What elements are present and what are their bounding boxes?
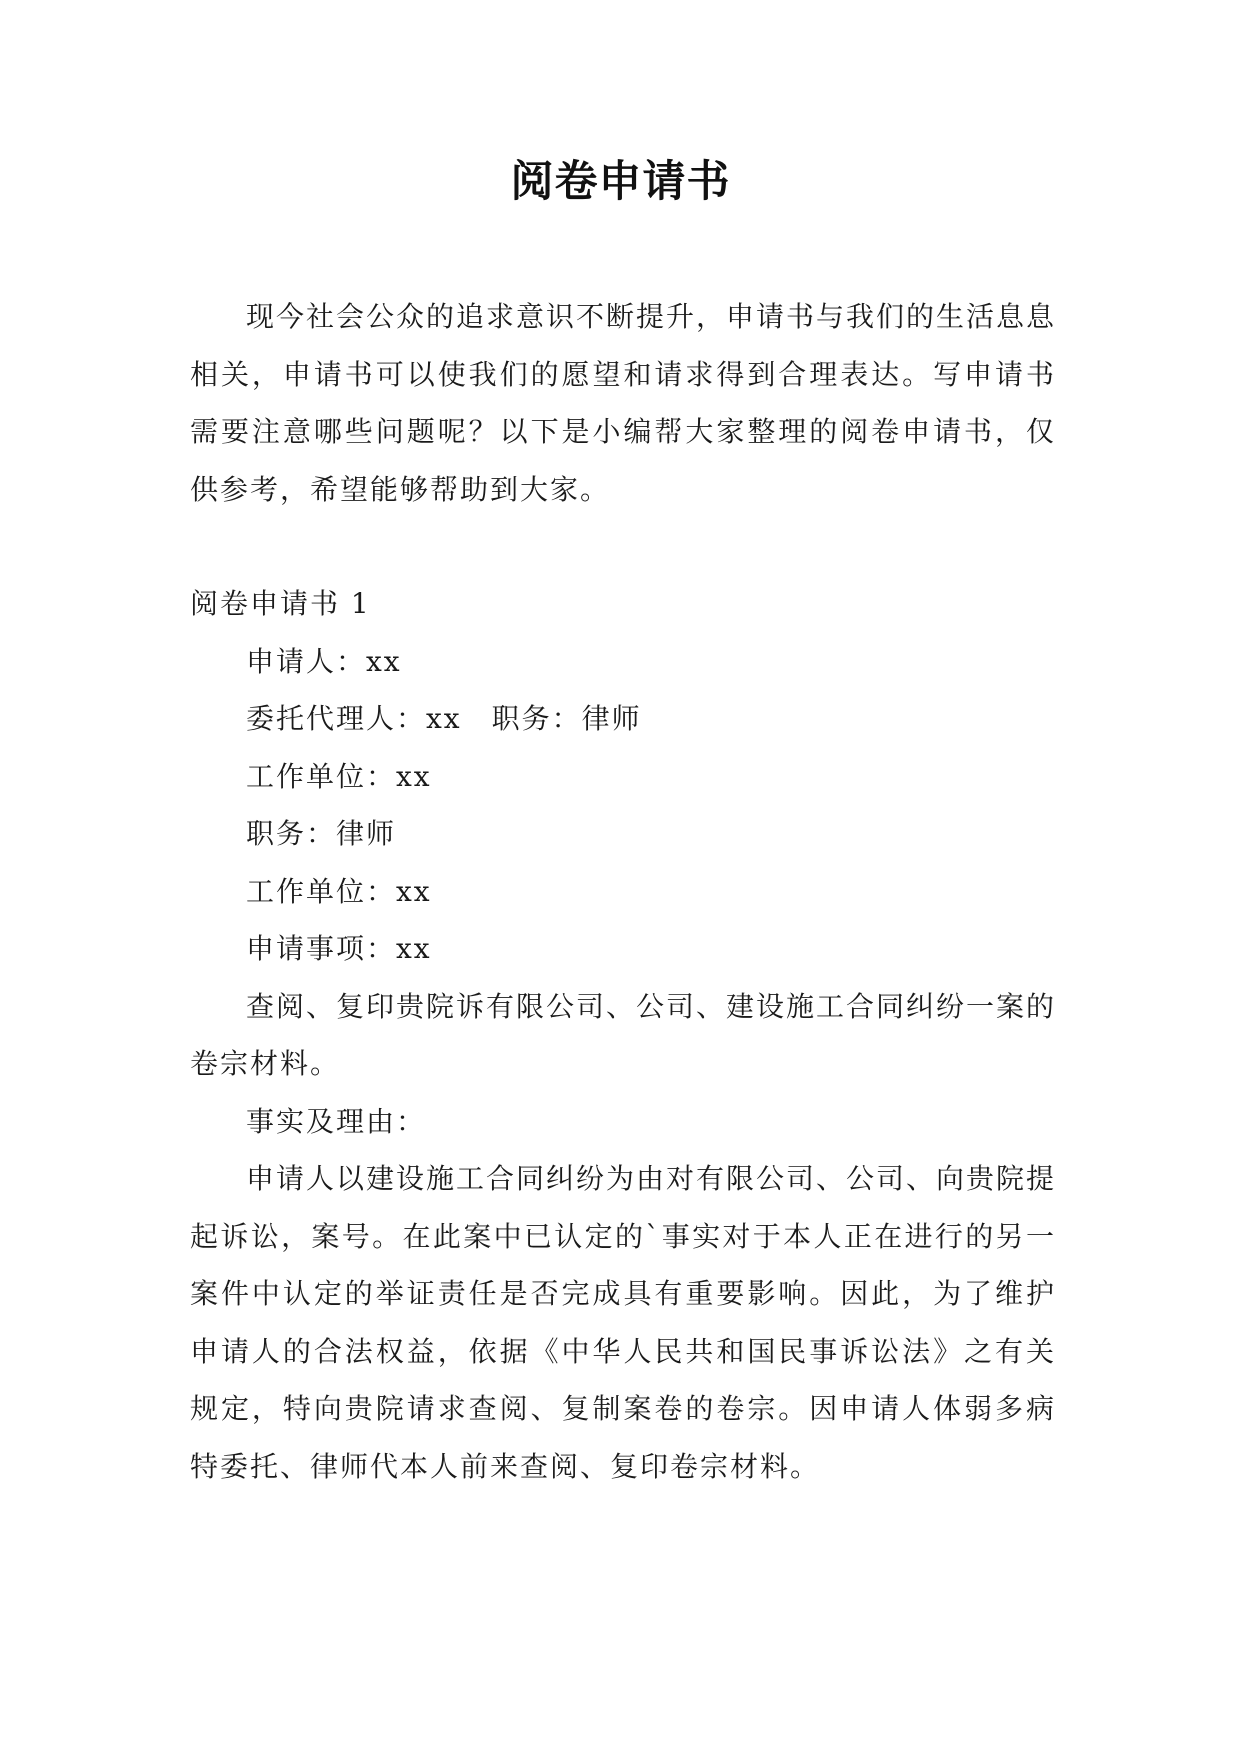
work-unit-field: 工作单位：xx — [246, 759, 432, 793]
facts-paragraph: 申请人以建设施工合同纠纷为由对有限公司、公司、向贵院提起诉讼，案号。在此案中已认定的`事实对于本人正在进行的另一案件中认定的举证责任是否完成具有重要影响。因此，为了维护申请人的合法权益，依据《中华人民共和国民事诉讼法》之有关规定，特向贵院请求查阅、复制案卷的卷宗。因申请人体弱多病特委托、律师代本人前来查阅、复印卷宗材料。 — [190, 1162, 1057, 1483]
matter-field: 申请事项：xx — [246, 932, 432, 965]
agent-field: 委托代理人：xx 职务：律师 — [246, 702, 642, 735]
applicant-field: 申请人：xx — [246, 644, 402, 678]
document-body — [190, 288, 1056, 1495]
facts-heading: 事实及理由： — [246, 1104, 427, 1138]
matter-detail-paragraph: 查阅、复印贵院诉有限公司、公司、建设施工合同纠纷一案的卷宗材料。 — [190, 989, 1057, 1080]
intro-paragraph: 现今社会公众的追求意识不断提升，申请书与我们的生活息息相关，申请书可以使我们的愿望和请求得到合理表达。写申请书需要注意哪些问题呢？以下是小编帮大家整理的阅卷申请书，仅供参考，希望能够帮助到大家。 — [190, 300, 1057, 506]
section-heading: 阅卷申请书 1 — [190, 587, 371, 620]
position-field: 职务：律师 — [246, 817, 397, 850]
work-unit-field-2: 工作单位：xx — [246, 874, 432, 908]
document-title: 阅卷申请书 — [510, 157, 731, 207]
